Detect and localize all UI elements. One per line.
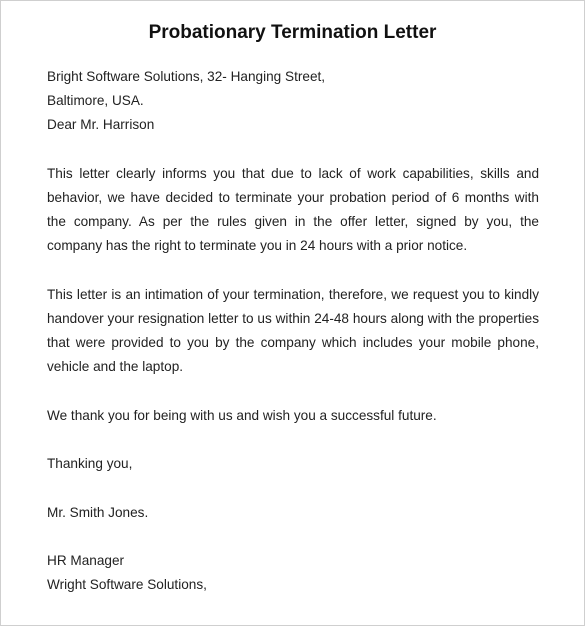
spacer xyxy=(47,138,539,162)
salutation: Dear Mr. Harrison xyxy=(47,117,155,133)
paragraph-2: This letter is an intimation of your termination, therefore, we request you to kindly handover your resignation letter to us within 24-48 hours along with the properties that were provided to you by the company which includes your mobile phone, vehicle and the laptop. xyxy=(47,286,539,375)
spacer xyxy=(47,476,539,500)
signatory-title: HR Manager xyxy=(47,552,125,568)
address-line-1: Bright Software Solutions, 32- Hanging Street, xyxy=(47,69,326,84)
paragraph-1: This letter clearly informs you that due to lack of work capabilities, skills and behavior, we have decided to terminate your probation period of 6 months with the company. As per the rules given in the offer letter, signed by you, the company has the right to terminate you in 24 hours with a prior notice. xyxy=(47,165,539,254)
letter-title: Probationary Termination Letter xyxy=(148,22,437,43)
signatory-name: Mr. Smith Jones. xyxy=(47,504,149,520)
address-line-2: Baltimore, USA. xyxy=(47,93,144,109)
spacer xyxy=(47,525,539,549)
spacer xyxy=(47,428,539,452)
paragraph-3: We thank you for being with us and wish you a successful future. xyxy=(47,407,437,423)
closing-line: Thanking you, xyxy=(47,456,133,472)
letter-body xyxy=(47,65,539,597)
spacer xyxy=(47,259,539,283)
signatory-company: Wright Software Solutions, xyxy=(47,577,207,593)
spacer xyxy=(47,380,539,404)
